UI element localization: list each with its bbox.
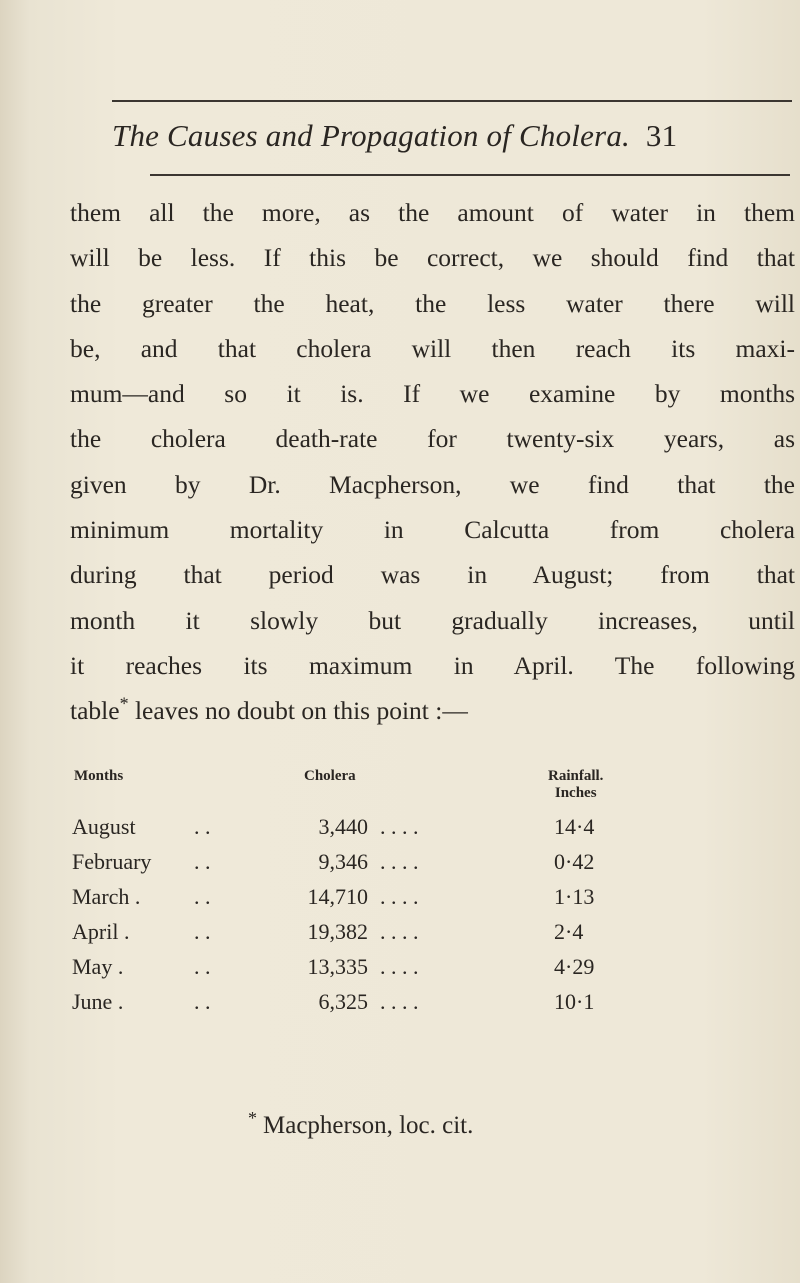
cell-leader-dots: . . — [194, 849, 211, 874]
cholera-rainfall-table — [68, 768, 628, 1024]
table-row — [68, 814, 628, 849]
page-number: 31 — [645, 118, 678, 153]
cell-cholera: 6,325 — [318, 989, 368, 1014]
cell-cholera: 13,335 — [307, 954, 368, 979]
body-line: during that period was in August; from that — [70, 560, 795, 590]
cell-rainfall: 0·42 — [554, 849, 595, 874]
cell-month: February — [72, 849, 152, 874]
table-row — [68, 849, 628, 884]
table-row — [68, 884, 628, 919]
footnote-reference: * — [119, 693, 129, 714]
cell-rainfall: 10·1 — [554, 989, 595, 1014]
body-line: given by Dr. Macpherson, we find that the — [70, 469, 795, 499]
footnote-text: Macpherson, loc. cit. — [263, 1112, 474, 1139]
cell-cholera: 19,382 — [307, 919, 368, 944]
body-line: will be less. If this be correct, we should find that — [70, 243, 795, 273]
cell-leader-dots: . . . . — [380, 919, 419, 944]
cell-cholera: 3,440 — [318, 814, 368, 839]
table-row — [68, 989, 628, 1024]
cell-leader-dots: . . . . — [380, 954, 419, 979]
body-line: be, and that cholera will then reach its maxi- — [70, 333, 795, 363]
table-body — [68, 814, 628, 1024]
body-line-rest: leaves no doubt on this point :— — [134, 696, 468, 726]
body-line: them all the more, as the amount of water in them — [70, 198, 795, 227]
cell-leader-dots: . . . . — [380, 989, 419, 1014]
body-line: mum—and so it is. If we examine by months — [70, 379, 795, 409]
cell-rainfall: 14·4 — [554, 814, 595, 839]
running-head — [112, 118, 792, 154]
cell-month: May . — [72, 954, 124, 979]
body-line-last — [70, 688, 795, 733]
header-months: Months — [74, 768, 124, 784]
cell-rainfall: 2·4 — [554, 919, 584, 944]
cell-rainfall: 4·29 — [554, 954, 595, 979]
cell-cholera: 14,710 — [307, 884, 368, 909]
cell-leader-dots: . . . . — [380, 849, 419, 874]
header-rainfall — [548, 768, 603, 802]
header-rule-top — [112, 100, 792, 102]
footnote — [248, 1107, 474, 1140]
body-word-table: table — [70, 696, 120, 726]
footnote-mark: * — [248, 1107, 257, 1128]
header-rainfall-line2: Inches — [554, 785, 597, 801]
cell-leader-dots: . . — [194, 814, 211, 839]
cell-leader-dots: . . — [194, 884, 211, 909]
body-line: it reaches its maximum in April. The following — [70, 650, 795, 680]
cell-month: August — [72, 814, 136, 839]
table-row — [68, 919, 628, 954]
body-paragraph — [70, 190, 795, 734]
header-cholera: Cholera — [304, 768, 356, 784]
cell-cholera: 9,346 — [318, 849, 368, 874]
header-rainfall-line1: Rainfall. — [548, 768, 604, 784]
cell-leader-dots: . . — [194, 954, 211, 979]
cell-leader-dots: . . — [194, 919, 211, 944]
cell-rainfall: 1·13 — [554, 884, 595, 909]
cell-month: April . — [72, 919, 130, 944]
cell-month: June . — [72, 989, 124, 1014]
cell-leader-dots: . . . . — [380, 814, 419, 839]
running-head-title: The Causes and Propagation of Cholera. — [112, 118, 630, 153]
table-row — [68, 954, 628, 989]
body-line: the cholera death-rate for twenty-six years, as — [70, 424, 795, 454]
cell-month: March . — [72, 884, 141, 909]
header-rule-bottom — [150, 174, 790, 176]
cell-leader-dots: . . . . — [380, 884, 419, 909]
table-header — [68, 768, 628, 814]
body-line: month it slowly but gradually increases, until — [70, 605, 795, 635]
body-line: minimum mortality in Calcutta from cholera — [70, 515, 795, 545]
cell-leader-dots: . . — [194, 989, 211, 1014]
body-line: the greater the heat, the less water there will — [70, 288, 795, 318]
